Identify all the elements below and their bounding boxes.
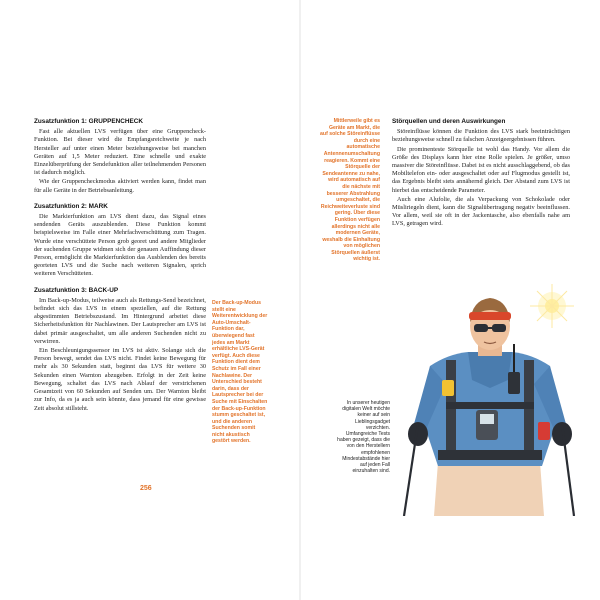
paragraph: Ein Beschleunigungssensor im LVS ist aktiv. Solange sich die Person bewegt, sendet das LVS nicht. Findet keine Bewegung für mehr als 30 Sekunden statt, beginnt das LVS für weitere 30 Sekunden einen Warnton abzugeben. Erfolgt in der Zeit keine Bewegung, schaltet das LVS nach Ablauf der verstrichenen Gesamtzeit von 60 Sekunden auf Senden um. Der Warnton bleibt zur Info, da es ja auch sein könnte, dass jemand für eine gewisse Zeit absolut stillsteht. (34, 347, 206, 412)
skier-with-phone-illustration (390, 284, 590, 516)
right-main-column (392, 118, 570, 230)
paragraph: Die prominenteste Störquelle ist wohl das Handy. Vor allem die Größe des Displays kann hier eine Rolle spielen. Je größer, umso massiver die Störeinflüsse. Dabei ist es nicht ausschlaggebend, ob das Mobiltelefon ein- oder ausgeschaltet oder auf Flugmodus gestellt ist, das Ergebnis bleibt stets annähernd gleich. Der Abstand zum LVS ist hierbei das entscheidende Parameter. (392, 145, 570, 194)
paragraph: Die Markierfunktion am LVS dient dazu, das Signal eines sendenden Geräts auszublenden. Diese Funktion kommt beispielsweise im Falle einer Mehrfachverschüttung zum Tragen. Wurde eine verschüttete Person grob georet und andere Mitglieder der suchenden Gruppe widmen sich der genauen Auffindung dieser Person, ermöglicht die Markierfunktion das Ausblenden des bereits georteten LVS und die Suche nach weiteren Signalen, sprich weiteren Verschütteten. (34, 213, 206, 278)
radio-icon (508, 372, 520, 394)
left-sidenote: Der Back-up-Modus stellt eine Weiterentwicklung der Auto-Umschalt-Funktion dar, überwiegend fast jedes am Markt erhältliche LVS-Gerät verfügt. Auch diese Funktion dient dem Schutz im Fall einer Nachlawine. Der Unterschied besteht darin, dass der Lautsprecher bei der Suche mit Einschalten der Back-up-Funktion stumm geschaltet ist, und die anderen Suchenden somit nicht akustisch gestört werden. (212, 300, 268, 445)
phone-icon (538, 422, 550, 440)
page-number: 256 (140, 485, 152, 492)
chest-belt (446, 402, 534, 409)
section-gruppencheck (34, 118, 206, 195)
paragraph: Im Back-up-Modus, teilweise auch als Rettungs-Send bezeichnet, befindet sich das LVS in einem speziellen, auf die Rettung abgestimmten Betriebszustand. Im Hintergrund arbeitet diese Sicherheitsfunktion für Nachlawinen. Der Lautsprecher am LVS ist dabei primär ausgeschaltet, um alle anderen Suchenden nicht zu verwirren. (34, 296, 206, 345)
section-heading: Zusatzfunktion 3: BACK-UP (34, 286, 119, 294)
right-sidenote: Mittlerweile gibt es Geräte am Markt, die auf solche Störeinflüsse durch eine automatische Antennenumschaltung reagieren. Kommt eine Störquelle der Sendeantenne zu nahe, wird automatisch auf die nächste mit besserer Abstrahlung umgeschaltet, die Reichweiteverluste sind gering. Über diese Funktion verfügen allerdings nicht alle modernen Geräte, weshalb die Einhaltung von möglichen Störquellen äußerst wichtig ist. (320, 118, 380, 263)
paragraph: Wie der Gruppencheckmodus aktiviert werden kann, findet man für alle Geräte in der Betriebsanleitung. (34, 178, 206, 194)
left-main-column (34, 118, 206, 421)
paragraph: Auch eine Alufolie, die als Verpackung von Schokolade oder Müsliriegeln dient, kann die Signalübertragung negativ beeinflussen. Vor allem, weil sie oft in der Jackentasche, also ebenfalls nahe am LVS, getragen wird. (392, 195, 570, 228)
section-heading: Zusatzfunktion 1: GRUPPENCHECK (34, 118, 143, 125)
antenna-icon (513, 344, 515, 374)
lvs-display (480, 414, 494, 424)
sun-flare-icon (530, 284, 574, 328)
paragraph: Störeinflüsse können die Funktion des LVS stark beeinträchtigen beziehungsweise schnell zu falschen Anzeigeergebnissen führen. (392, 128, 570, 144)
yellow-device-icon (442, 380, 454, 396)
section-back-up (34, 287, 206, 413)
section-heading: Zusatzfunktion 2: MARK (34, 202, 108, 210)
illustration-caption: In unserer heutigen digitalen Welt möchte keiner auf sein Lieblingsgadget verzichten. Umfangreiche Tests haben gezeigt, dass die von den Herstellern empfohlenen Mindestabstände hier auf jeden Fall einzuhalten sind. (337, 400, 390, 475)
waist-belt (438, 450, 542, 460)
paragraph: Fast alle aktuellen LVS verfügen über eine Gruppencheck-Funktion. Bei dieser wird die Empfangsreichweite je nach Hersteller auf unter einen Meter beziehungsweise bei manchen Geräten auf 1,5 Meter reduziert. Eine schnelle und exakte Einzelüberprüfung der Sendefunktion aller teilnehmenden Personen ist dadurch möglich. (34, 128, 206, 177)
section-mark (34, 203, 206, 279)
section-heading: Störquellen und deren Auswirkungen (392, 118, 506, 125)
headband (469, 312, 511, 320)
pants (434, 462, 544, 516)
gutter (299, 0, 301, 600)
